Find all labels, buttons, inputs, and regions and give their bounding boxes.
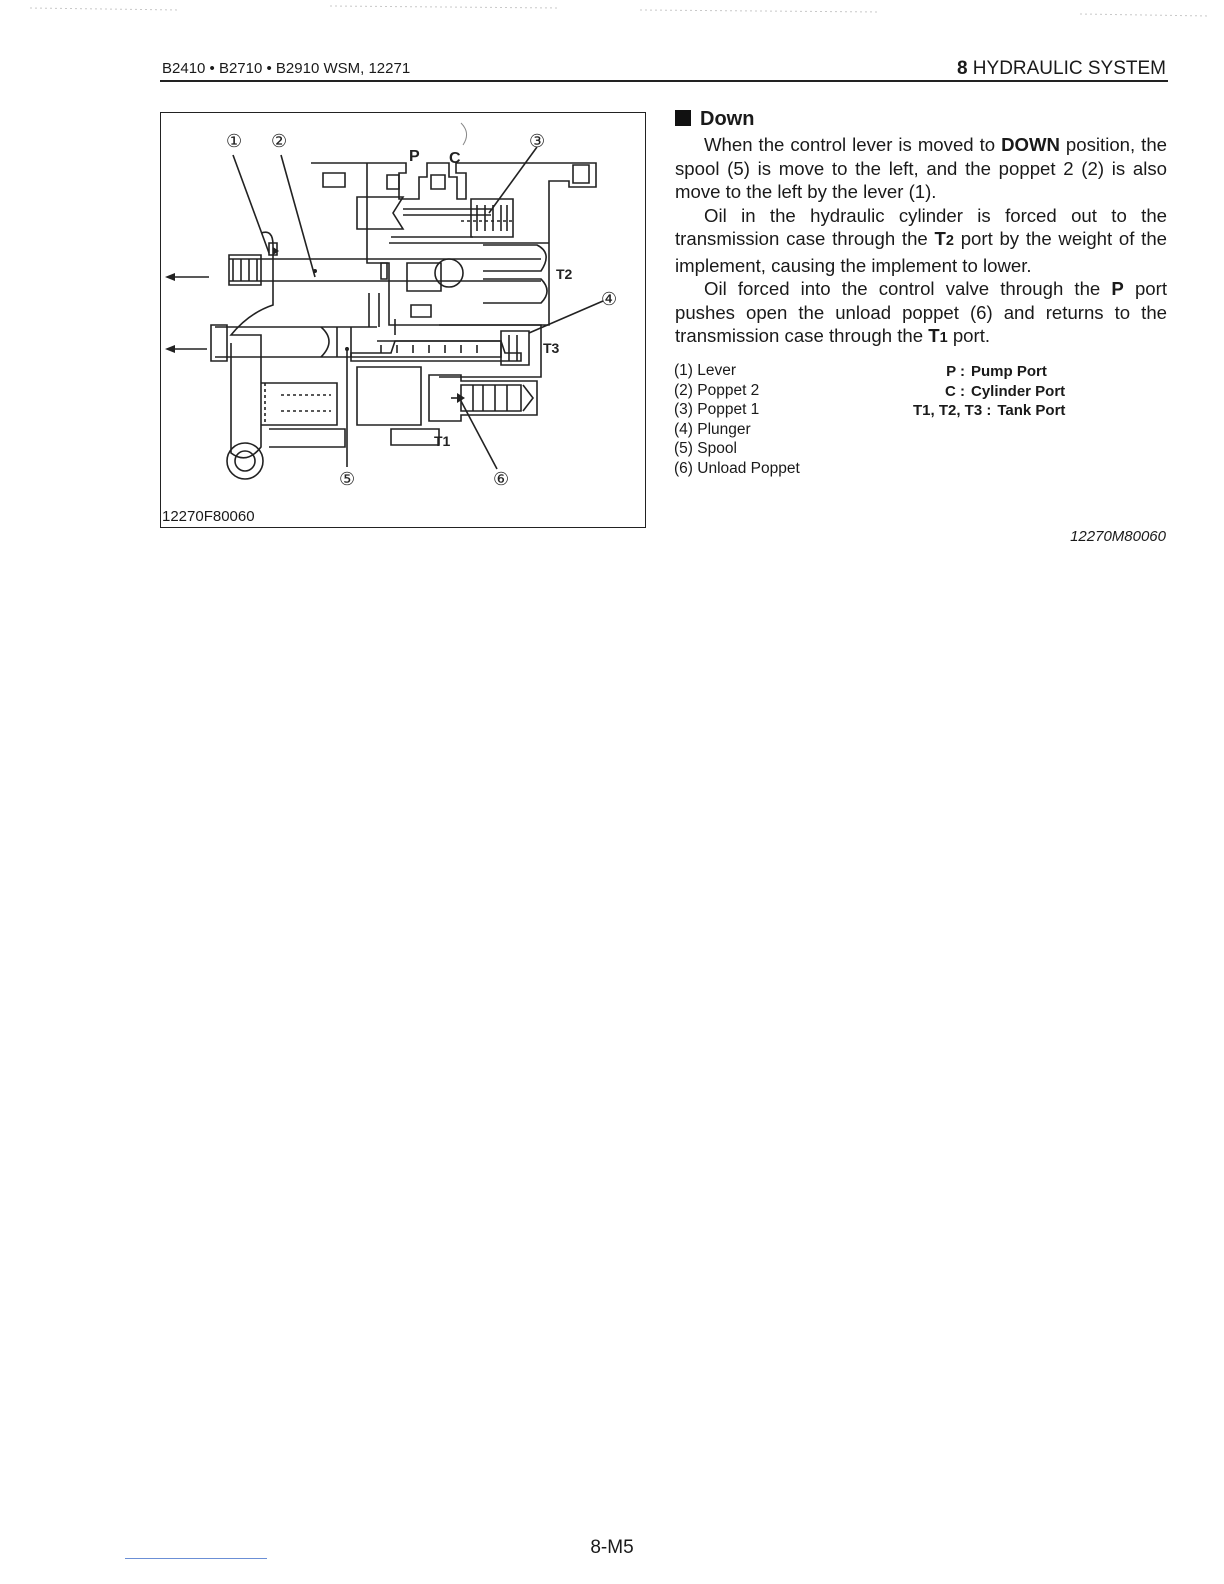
chapter-title: HYDRAULIC SYSTEM [972,58,1166,79]
port-legend-row [913,382,1065,402]
section-heading [675,108,754,131]
port-legend-row [913,401,1065,421]
port-name: Pump Port [971,363,1047,380]
footer-rule [125,1558,267,1559]
legend-item: (3) Poppet 1 [674,401,760,419]
paragraph: Oil in the hydraulic cylinder is forced out to the transmission case through the T2 port by the weight of the implement, causing the implement to lower. [675,204,1168,276]
legend-item: (1) Lever [674,362,737,379]
bullet-square-icon [675,110,691,126]
port-key: P : [946,363,965,380]
chapter-number: 8 [956,58,968,79]
control-valve-figure [160,112,646,528]
reference-code: 12270M80060 [1070,528,1166,545]
legend-item: (5) Spool [674,440,737,458]
callout-plunger: ④ [601,289,618,309]
scan-noise [0,0,1224,24]
callout-poppet-1: ③ [529,131,546,151]
parts-legend [674,361,800,479]
figure-id: 12270F80060 [162,508,255,525]
port-legend [913,362,1065,421]
port-key: C : [945,382,965,400]
callout-spool: ⑤ [339,469,356,489]
port-legend-row [913,362,1065,382]
callout-lever: ① [226,131,243,151]
port-name: Cylinder Port [971,382,1066,400]
legend-item: (6) Unload Poppet [674,459,800,477]
port-label-p: P [409,148,420,165]
callout-poppet-2: ② [271,131,288,151]
section-title: Down [700,108,755,130]
section-body [675,133,1167,351]
port-key: T1, T2, T3 : [913,402,992,420]
header-rule [160,80,1168,82]
page-number: 8-M5 [590,1537,634,1558]
port-label-t2: T2 [556,266,573,282]
paragraph: When the control lever is moved to DOWN position, the spool (5) is move to the left, and the poppet 2 (2) is also move to the left by the lever (1). [675,134,1167,202]
port-label-t1: T1 [434,433,451,449]
port-label-c: C [449,150,461,167]
legend-item: (4) Plunger [674,420,751,438]
paragraph: Oil forced into the control valve through the P port pushes open the unload poppet (6) and returns to the transmission case through the T1 port. [675,278,1167,346]
legend-item: (2) Poppet 2 [674,381,760,399]
manual-model-header: B2410 • B2710 • B2910 WSM, 12271 [162,60,411,77]
port-name: Tank Port [997,402,1066,420]
chapter-header [957,58,1166,80]
callout-unload-poppet: ⑥ [493,469,510,489]
port-label-t3: T3 [543,340,560,356]
control-valve-diagram [161,113,645,527]
